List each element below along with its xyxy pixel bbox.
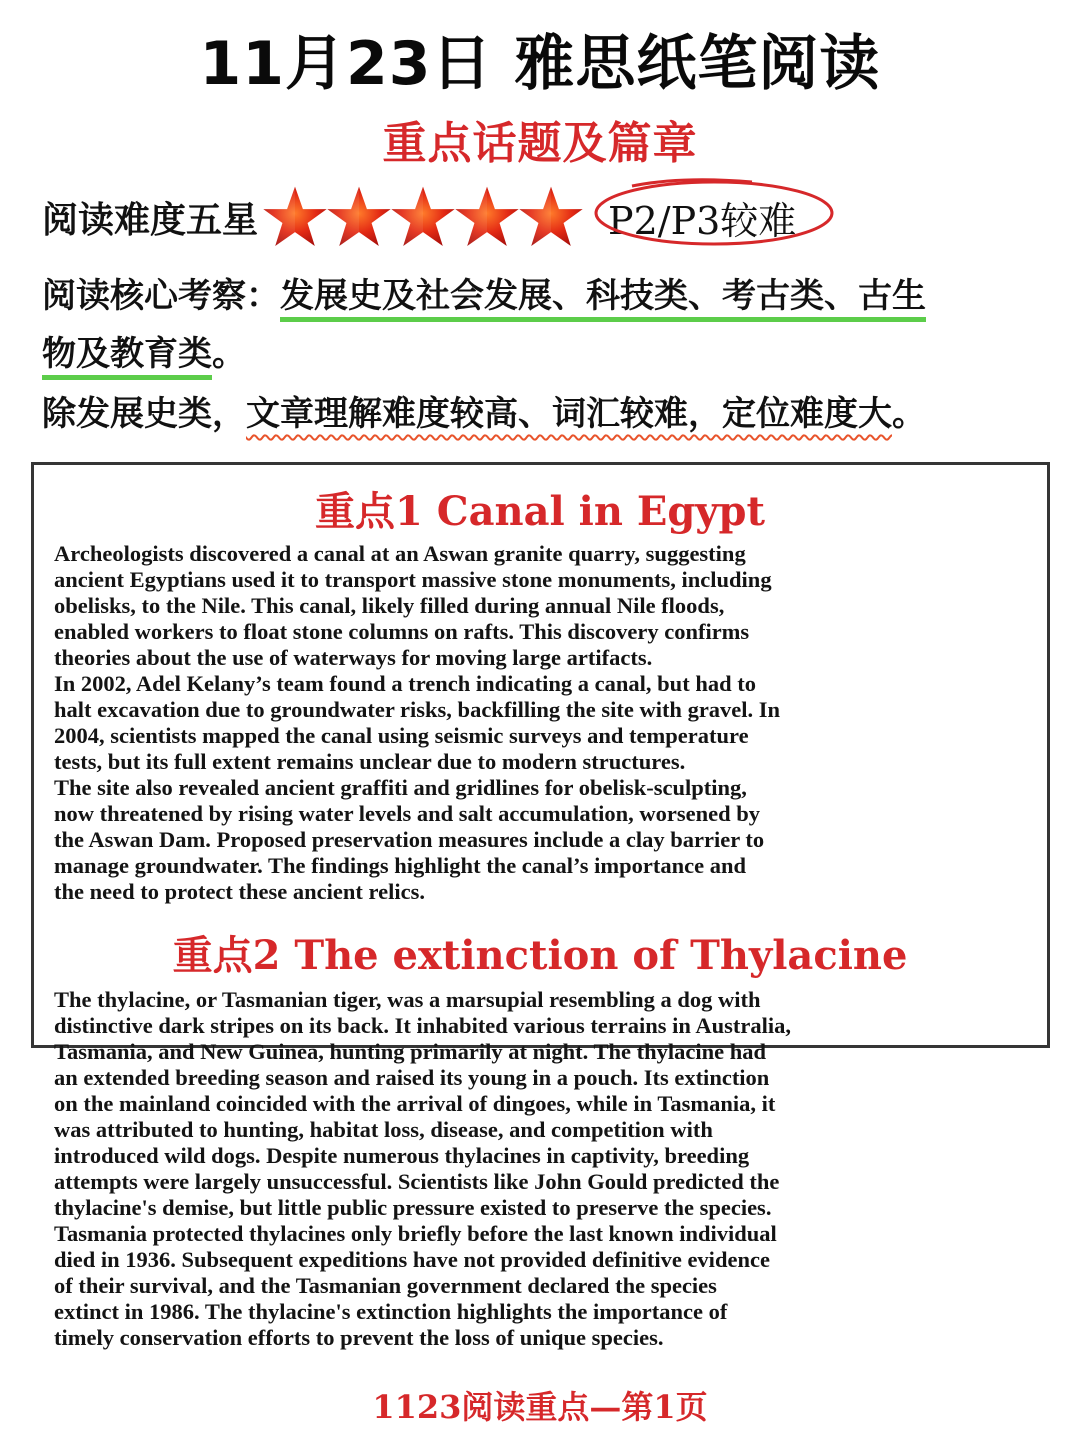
star-rating: [262, 184, 582, 250]
page-title: 11月23日 雅思纸笔阅读: [199, 29, 881, 99]
focus-line-3: [42, 386, 926, 442]
text-line: obelisks, to the Nile. This canal, likely filled during annual Nile floods,: [54, 593, 725, 618]
focus-prefix: 阅读核心考察：: [42, 276, 280, 316]
text-line: attempts were largely unsuccessful. Scientists like John Gould predicted the: [54, 1169, 780, 1194]
difficulty-row: [42, 182, 796, 252]
star-icon: [262, 184, 328, 250]
text-line: introduced wild dogs. Despite numerous thylacines in captivity, breeding: [54, 1143, 750, 1168]
difficulty-tag: [608, 190, 796, 245]
text-line: of their survival, and the Tasmanian government declared the species: [54, 1273, 717, 1298]
focus-highlight-1: 发展史及社会发展、科技类、考古类、古生: [280, 276, 926, 316]
difficulty-tag-text: P2/P3较难: [608, 198, 797, 243]
text-line: was attributed to hunting, habitat loss, disease, and competition with: [54, 1117, 713, 1142]
text-line: distinctive dark stripes on its back. It inhabited various terrains in Australia,: [54, 1013, 791, 1038]
star-icon: [390, 184, 456, 250]
note-prefix: 除发展史类，: [42, 394, 246, 434]
difficulty-label: 阅读难度五星: [42, 198, 259, 241]
text-line: thylacine's demise, but little public pressure existed to preserve the species.: [54, 1195, 772, 1220]
text-line: The thylacine, or Tasmanian tiger, was a marsupial resembling a dog with: [54, 987, 761, 1012]
focus-highlight-2: 物及教育类: [42, 334, 212, 374]
text-line: Tasmania protected thylacines only briefly before the last known individual: [54, 1221, 777, 1246]
page-footer: 1123阅读重点—第1页: [372, 1388, 708, 1426]
text-line: halt excavation due to groundwater risks, backfilling the site with gravel. In: [54, 697, 781, 722]
text-line: timely conservation efforts to prevent the loss of unique species.: [54, 1325, 664, 1350]
text-line: 2004, scientists mapped the canal using seismic surveys and temperature: [54, 723, 749, 748]
text-line: an extended breeding season and raised its young in a pouch. Its extinction: [54, 1065, 770, 1090]
text-line: theories about the use of waterways for moving large artifacts.: [54, 645, 653, 670]
text-line: on the mainland coincided with the arrival of dingoes, while in Tasmania, it: [54, 1091, 776, 1116]
text-line: the Aswan Dam. Proposed preservation measures include a clay barrier to: [54, 827, 765, 852]
text-line: enabled workers to float stone columns on rafts. This discovery confirms: [54, 619, 750, 644]
text-line: The site also revealed ancient graffiti and gridlines for obelisk-sculpting,: [54, 775, 747, 800]
note-highlight: 文章理解难度较高、词汇较难，定位难度大: [246, 394, 892, 434]
focus-line-1: [42, 268, 926, 324]
star-icon: [326, 184, 392, 250]
section-1-title: 重点1 Canal in Egypt: [315, 488, 765, 535]
star-icon: [454, 184, 520, 250]
section-2-body: [54, 987, 1029, 1351]
text-line: Archeologists discovered a canal at an Aswan granite quarry, suggesting: [54, 541, 746, 566]
focus-line-2: [42, 326, 246, 382]
text-line: ancient Egyptians used it to transport massive stone monuments, including: [54, 567, 772, 592]
text-line: tests, but its full extent remains unclear due to modern structures.: [54, 749, 686, 774]
section-2-title: 重点2 The extinction of Thylacine: [172, 932, 908, 979]
note-suffix: 。: [892, 394, 926, 434]
text-line: the need to protect these ancient relics.: [54, 879, 425, 904]
star-icon: [518, 184, 584, 250]
text-line: Tasmania, and New Guinea, hunting primarily at night. The thylacine had: [54, 1039, 767, 1064]
text-line: In 2002, Adel Kelany’s team found a trench indicating a canal, but had to: [54, 671, 756, 696]
text-line: manage groundwater. The findings highlight the canal’s importance and: [54, 853, 746, 878]
text-line: died in 1936. Subsequent expeditions have not provided definitive evidence: [54, 1247, 770, 1272]
section-1-body: [54, 541, 1029, 905]
focus-suffix: 。: [212, 334, 246, 374]
text-line: now threatened by rising water levels and salt accumulation, worsened by: [54, 801, 761, 826]
text-line: extinct in 1986. The thylacine's extinction highlights the importance of: [54, 1299, 728, 1324]
page-subtitle: 重点话题及篇章: [382, 118, 698, 169]
